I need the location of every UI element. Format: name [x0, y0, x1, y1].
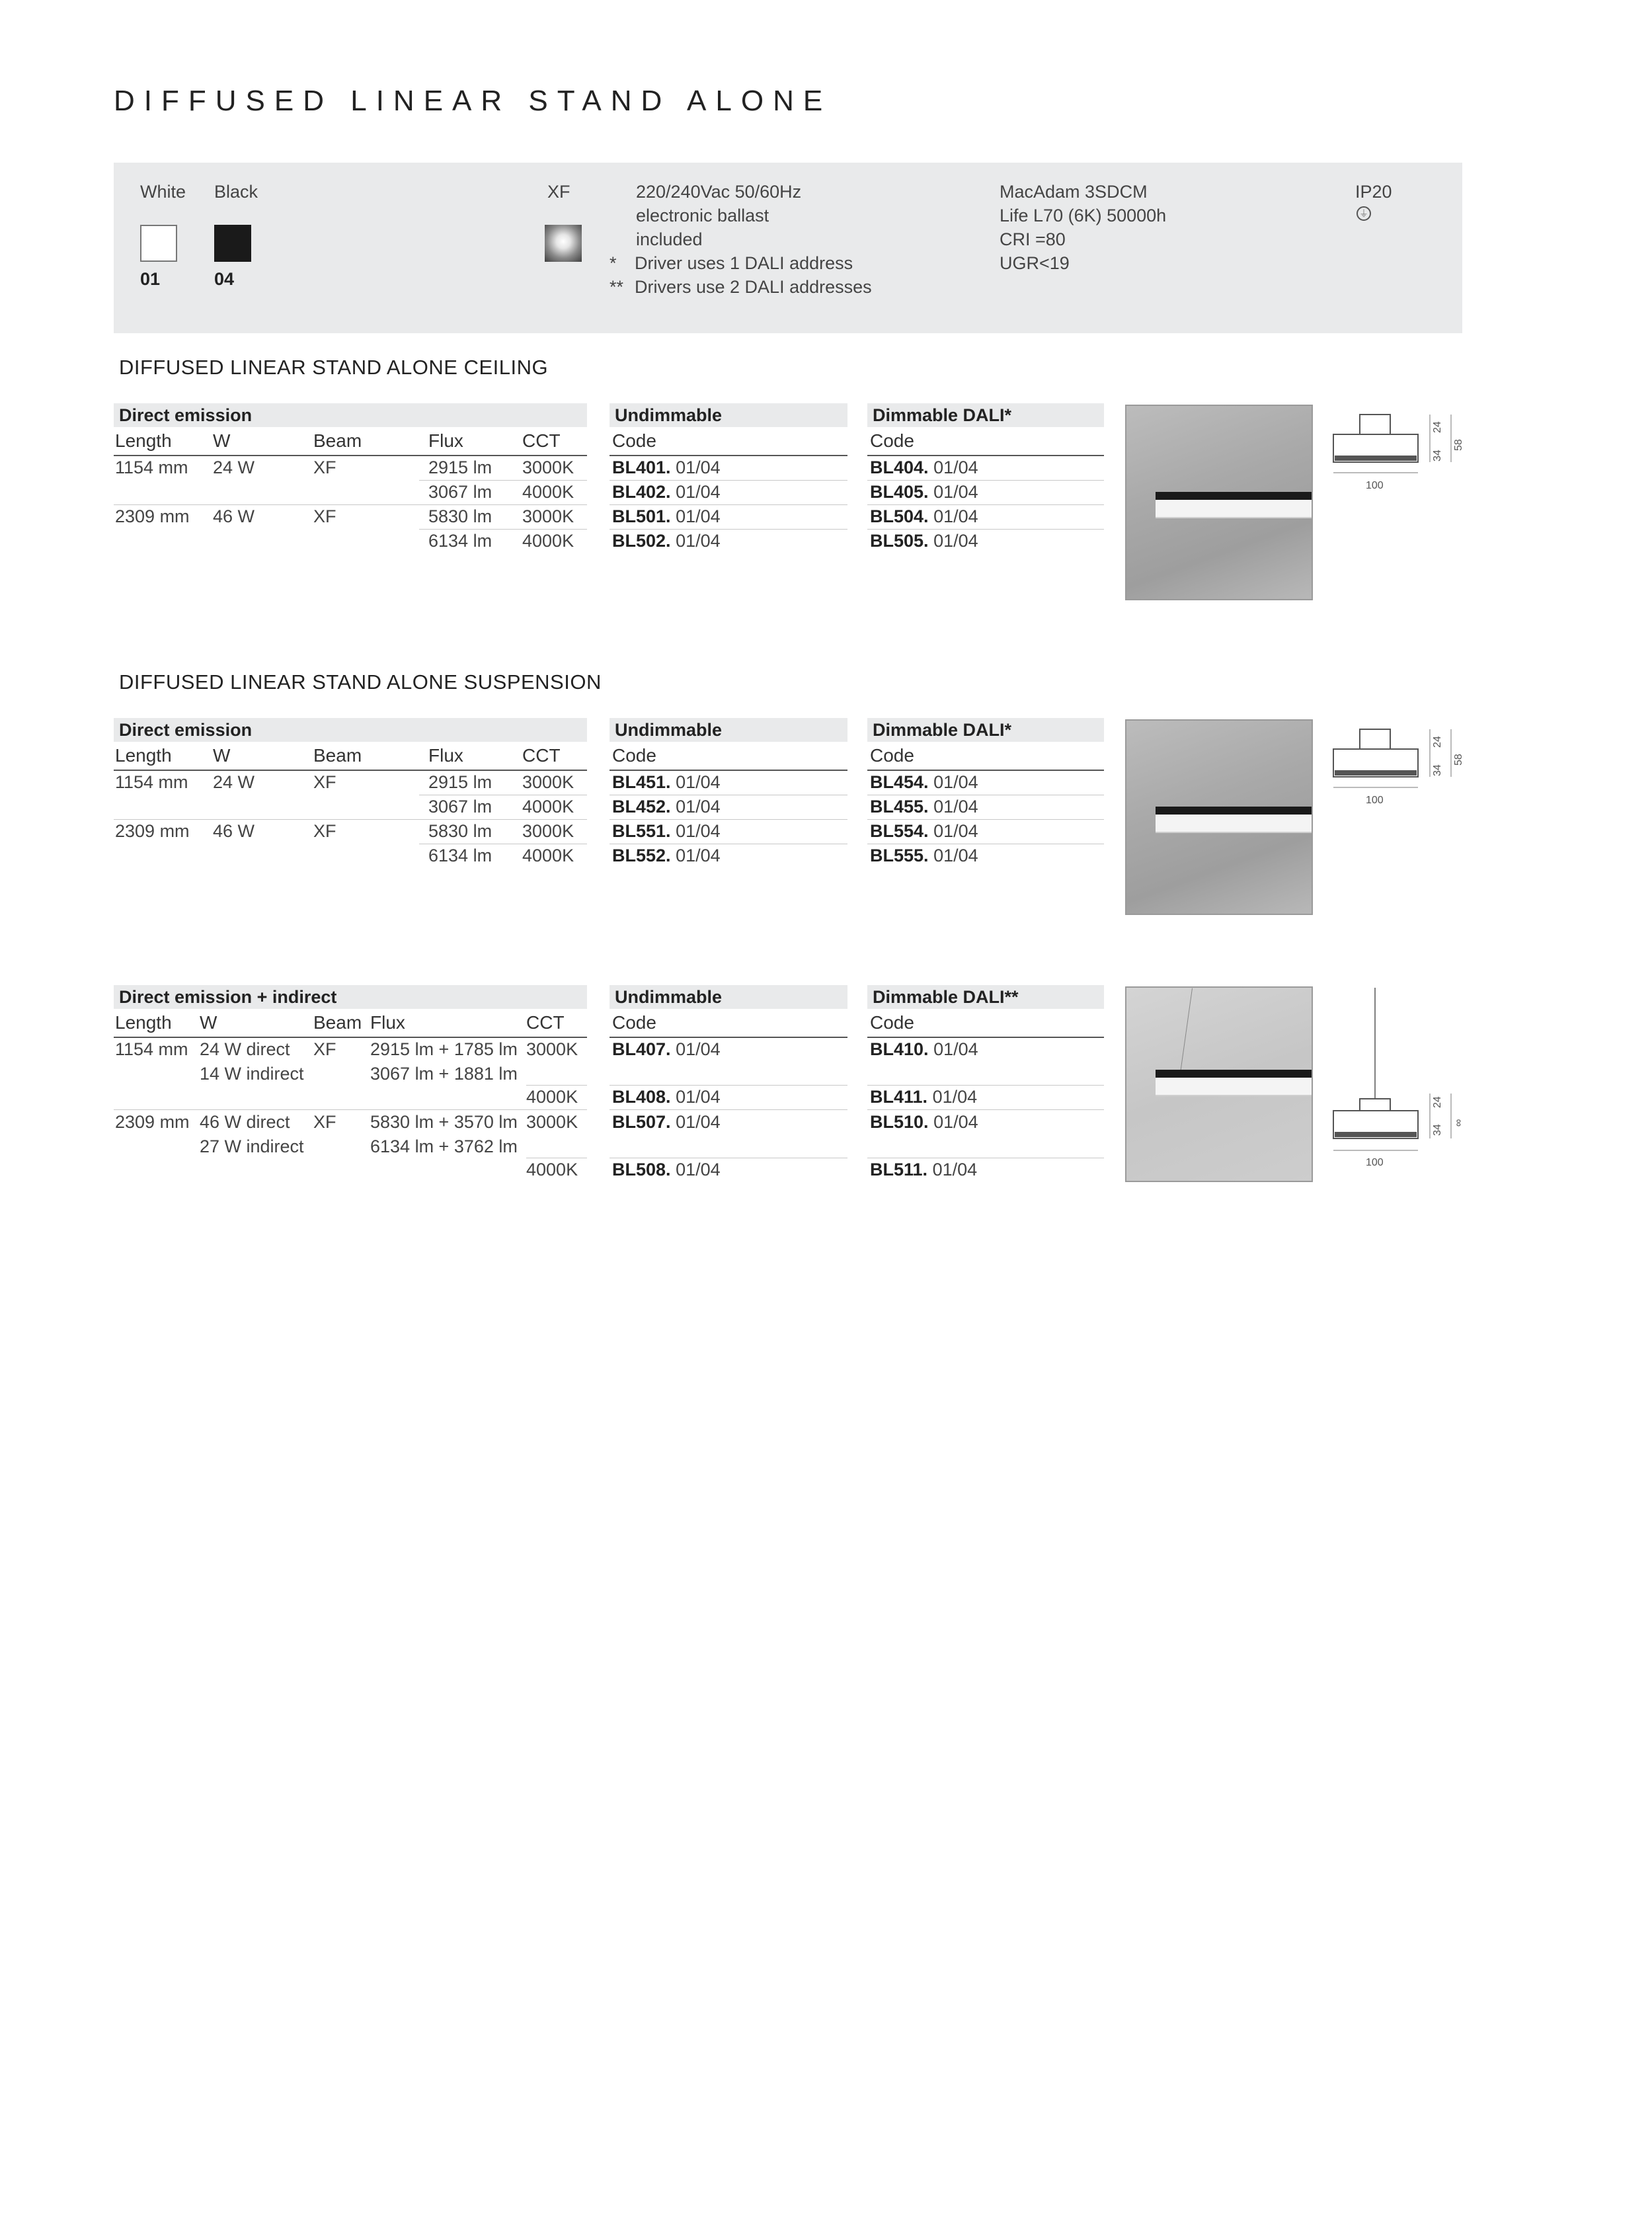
finish-code: 01/04 [676, 506, 721, 526]
lamp-diffuser [1156, 1078, 1313, 1096]
beam-cell: XF [313, 821, 336, 841]
cct-cell: 4000K [526, 1160, 578, 1179]
undim-code: BL407. [612, 1039, 671, 1059]
page-title: DIFFUSED LINEAR STAND ALONE [114, 85, 832, 117]
finish-code: 01/04 [676, 846, 721, 865]
product-photo-suspension [1125, 719, 1313, 915]
undim-code: BL501. [612, 506, 671, 526]
undim-code: BL401. [612, 458, 671, 477]
emission-header: Direct emission [114, 718, 587, 742]
row-rule [114, 1109, 587, 1110]
spec-line-3: CRI =80 [1000, 229, 1066, 249]
dim-total: ∞ [1453, 1119, 1464, 1127]
dali-code: BL555. [870, 846, 929, 865]
w-cell: 46 W [213, 506, 255, 526]
row-rule [610, 1109, 847, 1110]
note2-mark: ** [610, 277, 624, 297]
length-cell: 1154 mm [115, 1039, 188, 1059]
flux-cell: 2915 lm [428, 772, 492, 792]
finish-code: 01/04 [676, 797, 721, 816]
length-cell: 2309 mm [115, 506, 190, 526]
lamp-diffuser [1156, 815, 1313, 833]
w-cell: 27 W indirect [200, 1136, 304, 1156]
section-title-suspension: DIFFUSED LINEAR STAND ALONE SUSPENSION [119, 670, 602, 694]
undim-code: BL551. [612, 821, 671, 841]
col-cct: CCT [522, 745, 561, 766]
flux-cell: 6134 lm [428, 531, 492, 551]
col-beam: Beam [313, 745, 362, 766]
dim-total: 58 [1453, 439, 1464, 451]
finish-code: 01/04 [676, 1112, 721, 1132]
col-length: Length [115, 745, 172, 766]
w-cell: 24 W [213, 772, 255, 792]
flux-cell: 6134 lm [428, 846, 492, 865]
flux-cell: 5830 lm [428, 821, 492, 841]
spec-line-4: UGR<19 [1000, 253, 1070, 273]
flux-cell: 3067 lm [428, 482, 492, 502]
finish-code: 01/04 [933, 772, 978, 792]
dali-code: BL554. [870, 821, 929, 841]
col-length: Length [115, 1012, 172, 1033]
note1: Driver uses 1 DALI address [635, 253, 853, 273]
dim-top: 24 [1432, 1096, 1443, 1108]
black-swatch [214, 225, 251, 262]
lamp-diffuser [1156, 500, 1313, 518]
info-panel [114, 163, 1462, 333]
dimension-drawing-indirect [1325, 988, 1471, 1186]
finish-code: 01/04 [933, 1039, 978, 1059]
undim-code: BL502. [612, 531, 671, 551]
col-flux: Flux [370, 1012, 405, 1033]
col-cct: CCT [522, 430, 561, 451]
col-code-dali: Code [870, 430, 914, 451]
dali-code: BL511. [870, 1160, 928, 1179]
col-code-dali: Code [870, 1012, 914, 1033]
undimmable-header: Undimmable [610, 985, 847, 1009]
col-w: W [213, 745, 231, 766]
white-label: White [140, 182, 186, 202]
cct-cell: 4000K [522, 482, 574, 502]
length-cell: 2309 mm [115, 1112, 190, 1132]
undimmable-header: Undimmable [610, 718, 847, 742]
finish-code: 01/04 [933, 797, 978, 816]
col-length: Length [115, 430, 172, 451]
note2: Drivers use 2 DALI addresses [635, 277, 872, 297]
dali-code: BL405. [870, 482, 929, 502]
cct-cell: 3000K [526, 1112, 578, 1132]
finish-code: 01/04 [676, 531, 721, 551]
length-cell: 1154 mm [115, 772, 188, 792]
col-code-undim: Code [612, 745, 656, 766]
dim-body: 34 [1432, 1124, 1443, 1136]
dim-total: 58 [1453, 754, 1464, 766]
col-beam: Beam [313, 1012, 362, 1033]
dali-code: BL404. [870, 458, 929, 477]
undim-code: BL552. [612, 846, 671, 865]
dim-width: 100 [1366, 795, 1384, 806]
finish-code: 01/04 [676, 821, 721, 841]
cct-cell: 3000K [522, 458, 574, 477]
dim-top: 24 [1432, 736, 1443, 748]
col-cct: CCT [526, 1012, 565, 1033]
white-code: 01 [140, 269, 161, 289]
undim-code: BL451. [612, 772, 671, 792]
dim-top: 24 [1432, 421, 1443, 433]
white-swatch [140, 225, 177, 262]
flux-cell: 6134 lm + 3762 lm [370, 1136, 518, 1156]
dim-body: 34 [1432, 450, 1443, 461]
cct-cell: 3000K [522, 772, 574, 792]
beam-cell: XF [313, 1112, 336, 1132]
dali-header: Dimmable DALI* [867, 718, 1104, 742]
finish-code: 01/04 [933, 531, 978, 551]
dali-code: BL411. [870, 1087, 928, 1107]
undim-code: BL452. [612, 797, 671, 816]
dali-code: BL504. [870, 506, 929, 526]
dim-width: 100 [1366, 1157, 1384, 1168]
finish-code: 01/04 [676, 458, 721, 477]
flux-cell: 3067 lm + 1881 lm [370, 1064, 518, 1084]
dali-code: BL410. [870, 1039, 929, 1059]
emission-header: Direct emission + indirect [114, 985, 587, 1009]
cct-cell: 3000K [522, 821, 574, 841]
w-cell: 46 W [213, 821, 255, 841]
cct-cell: 4000K [522, 797, 574, 816]
dali-code: BL455. [870, 797, 929, 816]
row-rule [867, 1109, 1104, 1110]
finish-code: 01/04 [676, 1039, 721, 1059]
flux-cell: 5830 lm + 3570 lm [370, 1112, 518, 1132]
finish-code: 01/04 [933, 506, 978, 526]
flux-cell: 2915 lm + 1785 lm [370, 1039, 518, 1059]
finish-code: 01/04 [676, 1087, 721, 1107]
spec-line-1: MacAdam 3SDCM [1000, 182, 1148, 202]
flux-cell: 5830 lm [428, 506, 492, 526]
undim-code: BL508. [612, 1160, 671, 1179]
length-cell: 2309 mm [115, 821, 190, 841]
spec-line-2: Life L70 (6K) 50000h [1000, 206, 1167, 225]
product-photo-ceiling [1125, 405, 1313, 600]
length-cell: 1154 mm [115, 458, 188, 477]
finish-code: 01/04 [932, 1087, 978, 1107]
dimension-drawing-suspension [1325, 721, 1471, 807]
electrical-line-2: electronic ballast [636, 206, 769, 225]
dali-code: BL454. [870, 772, 929, 792]
w-cell: 24 W [213, 458, 255, 477]
col-flux: Flux [428, 430, 463, 451]
flux-cell: 2915 lm [428, 458, 492, 477]
earth-ground-icon: ⏚ [1357, 206, 1371, 221]
dali-code: BL505. [870, 531, 929, 551]
undimmable-header: Undimmable [610, 403, 847, 427]
w-cell: 14 W indirect [200, 1064, 304, 1084]
finish-code: 01/04 [933, 482, 978, 502]
finish-code: 01/04 [932, 1160, 978, 1179]
beam-cell: XF [313, 458, 336, 477]
dim-width: 100 [1366, 480, 1384, 491]
dali-header: Dimmable DALI** [867, 985, 1104, 1009]
finish-code: 01/04 [933, 821, 978, 841]
col-w: W [213, 430, 231, 451]
col-code-dali: Code [870, 745, 914, 766]
cct-cell: 4000K [522, 846, 574, 865]
cct-cell: 4000K [522, 531, 574, 551]
cct-cell: 3000K [526, 1039, 578, 1059]
emission-header: Direct emission [114, 403, 587, 427]
electrical-line-1: 220/240Vac 50/60Hz [636, 182, 802, 202]
cct-cell: 3000K [522, 506, 574, 526]
section-title-ceiling: DIFFUSED LINEAR STAND ALONE CEILING [119, 356, 549, 379]
ip-rating: IP20 [1355, 182, 1392, 202]
undim-code: BL408. [612, 1087, 671, 1107]
cct-cell: 4000K [526, 1087, 578, 1107]
dim-body: 34 [1432, 764, 1443, 776]
black-label: Black [214, 182, 258, 202]
finish-code: 01/04 [933, 1112, 978, 1132]
beam-cell: XF [313, 506, 336, 526]
col-code-undim: Code [612, 1012, 656, 1033]
flux-cell: 3067 lm [428, 797, 492, 816]
beam-label: XF [547, 182, 570, 202]
col-beam: Beam [313, 430, 362, 451]
product-photo-indirect [1125, 986, 1313, 1182]
undim-code: BL507. [612, 1112, 671, 1132]
finish-code: 01/04 [676, 772, 721, 792]
dimension-drawing-ceiling [1325, 407, 1471, 493]
col-flux: Flux [428, 745, 463, 766]
col-code-undim: Code [612, 430, 656, 451]
electrical-line-3: included [636, 229, 703, 249]
beam-cell: XF [313, 1039, 336, 1059]
finish-code: 01/04 [933, 458, 978, 477]
undim-code: BL402. [612, 482, 671, 502]
xf-beam-swatch [545, 225, 582, 262]
finish-code: 01/04 [676, 482, 721, 502]
beam-cell: XF [313, 772, 336, 792]
suspension-wire [1180, 988, 1193, 1074]
finish-code: 01/04 [933, 846, 978, 865]
w-cell: 24 W direct [200, 1039, 290, 1059]
dali-header: Dimmable DALI* [867, 403, 1104, 427]
note1-mark: * [610, 253, 617, 273]
w-cell: 46 W direct [200, 1112, 290, 1132]
finish-code: 01/04 [676, 1160, 721, 1179]
black-code: 04 [214, 269, 235, 289]
col-w: W [200, 1012, 217, 1033]
dali-code: BL510. [870, 1112, 929, 1132]
